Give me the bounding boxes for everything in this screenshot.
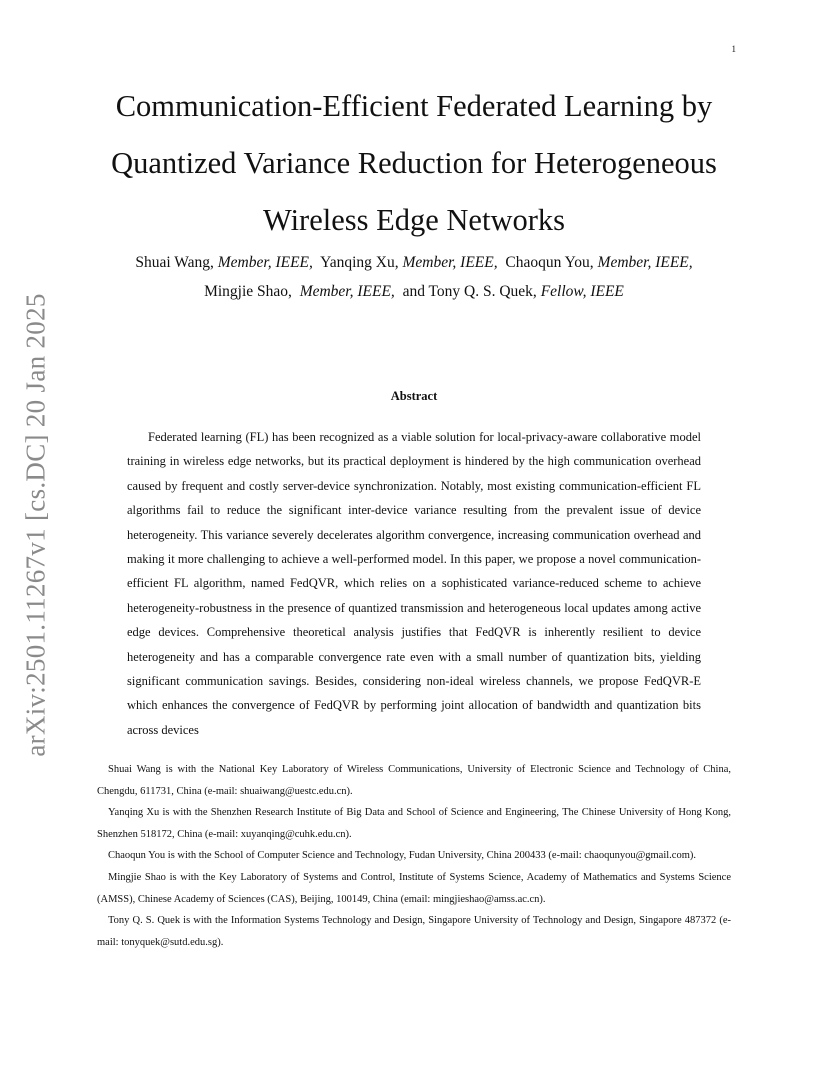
author-name: Shuai Wang, <box>135 254 214 271</box>
abstract-heading: Abstract <box>390 389 438 403</box>
footnote: Tony Q. S. Quek is with the Information Systems Technology and Design, Singapore University of Technology and Design, Singapore 487372 (e-mail: tonyquek@sutd.edu.sg). <box>97 915 731 948</box>
author-footnotes <box>97 759 731 953</box>
arxiv-identifier-stamp: arXiv:2501.11267v1 [cs.DC] 20 Jan 2025 <box>20 293 51 757</box>
author-affiliation: Member, IEEE, <box>217 254 313 271</box>
author-line-2 <box>90 277 738 306</box>
author-name: Yanqing Xu, <box>320 254 399 271</box>
author-list <box>90 248 738 306</box>
author-affiliation: Member, IEEE, <box>402 254 498 271</box>
author-affiliation: Member, IEEE, <box>597 254 693 271</box>
footnote: Mingjie Shao is with the Key Laboratory of Systems and Control, Institute of Systems Science, Academy of Mathematics and Systems Science (AMSS), Chinese Academy of Sciences (CAS), Beijing, 100149, China (email: mingjieshao@amss.ac.cn). <box>97 871 731 905</box>
author-affiliation: Member, IEEE, <box>299 283 395 300</box>
author-line-1 <box>90 248 738 277</box>
footnote: Chaoqun You is with the School of Computer Science and Technology, Fudan University, China 200433 (e-mail: chaoqunyou@gmail.com). <box>108 850 697 862</box>
author-name: Mingjie Shao, <box>204 283 292 300</box>
author-affiliation: Fellow, IEEE <box>540 283 624 300</box>
author-name: and Tony Q. S. Quek, <box>402 283 537 300</box>
abstract-text: Federated learning (FL) has been recognized as a viable solution for local-privacy-aware collaborative model training in wireless edge networks, but its practical deployment is hindered by the high communication overhead caused by frequent and costly server-device synchronization. Notably, most existing communication-efficient FL algorithms fail to reduce the significant inter-device variance resulting from the prevalent issue of device heterogeneity. This variance severely decelerates algorithm convergence, increasing communication overhead and making it more challenging to achieve a well-performed model. In this paper, we propose a novel communication-efficient FL algorithm, named FedQVR, which relies on a sophisticated variance-reduced scheme to achieve heterogeneity-robustness in the presence of quantized transmission and heterogeneous local updates among active edge devices. Comprehensive theoretical analysis justifies that FedQVR is inherently resilient to device heterogeneity and has a comparable convergence rate even with a small number of quantization bits, yielding significant communication savings. Besides, considering non-ideal wireless channels, we propose FedQVR-E which enhances the convergence of FedQVR by performing joint allocation of bandwidth and quantization bits across devices <box>127 430 701 737</box>
page-number: 1 <box>731 44 736 54</box>
author-name: Chaoqun You, <box>505 254 594 271</box>
footnote: Shuai Wang is with the National Key Laboratory of Wireless Communications, University of Electronic Science and Technology of China, Chengdu, 611731, China (e-mail: shuaiwang@uestc.edu.cn). <box>97 764 731 797</box>
paper-title: Communication-Efficient Federated Learning by Quantized Variance Reduction for Heterogeneous Wireless Edge Networks <box>111 89 717 237</box>
footnote: Yanqing Xu is with the Shenzhen Research Institute of Big Data and School of Science and Engineering, The Chinese University of Hong Kong, Shenzhen 518172, China (e-mail: xuyanqing@cuhk.edu.cn). <box>97 807 731 840</box>
